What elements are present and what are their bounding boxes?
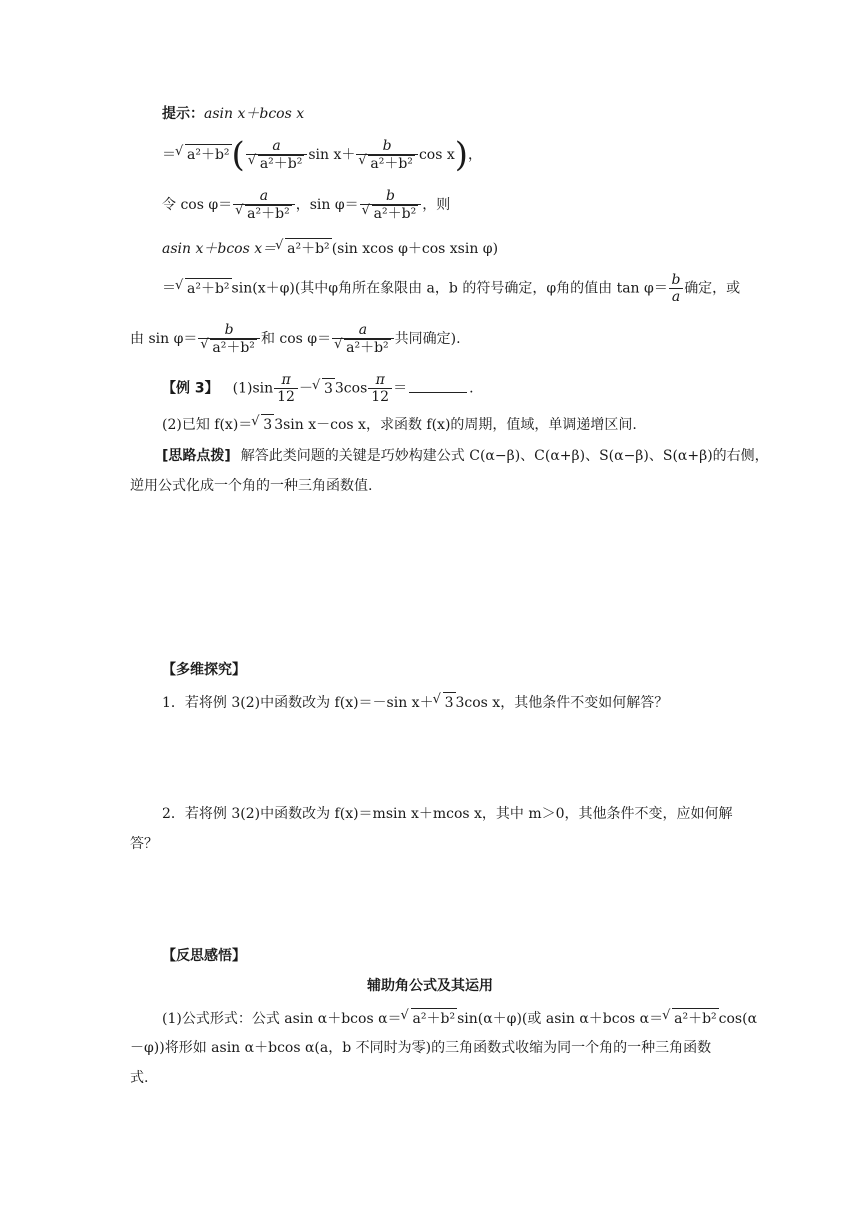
- reflect-p1: (1)公式形式：公式 asin α＋bcos α＝√ a²＋b² sin(α＋φ)(或 asin α＋bcos α＝√ a²＋b² cos(α: [162, 1008, 757, 1029]
- reflect-p2: －φ))将形如 asin α＋bcos α(a，b 不同时为零)的三角函数式收缩为同一个角的一种三角函数: [130, 1040, 712, 1056]
- guide-line-2: 逆用公式化成一个角的一种三角函数值.: [130, 478, 373, 494]
- explore-q1: 1．若将例 3(2)中函数改为 f(x)＝－sin x＋√ 3 3cos x，其他条件不变如何解答？: [162, 692, 668, 713]
- reflect-title: 辅助角公式及其运用: [367, 978, 493, 994]
- reflect-p3: 式.: [130, 1070, 149, 1086]
- example3-q2: (2)已知 f(x)＝√ 3 3sin x－cos x，求函数 f(x)的周期，值域，单调递增区间.: [162, 414, 637, 435]
- hint-line-5: ＝√ a²＋b² sin(x＋φ)(其中φ角所在象限由 a，b 的符号确定，φ角的值由 tan φ＝ $\frac{b}{a}$ 确定，或: [162, 272, 740, 305]
- hint-line-2: ＝√ a²＋b²( a √ a²＋b² sin x＋ b √ a²＋b² cos x)，: [162, 138, 482, 172]
- hint-line-3: 令 cos φ＝ a √ a²＋b² ，sin φ＝ b √ a²＋b² ，则: [162, 188, 450, 222]
- fraction-a: a √ a²＋b²: [246, 138, 308, 172]
- hint-label: 提示：: [162, 106, 204, 122]
- answer-blank: [409, 380, 467, 393]
- reflect-label: 【反思感悟】: [162, 948, 246, 964]
- example3-label: 【例 3】: [162, 380, 219, 397]
- explore-q2-line-1: 2．若将例 3(2)中函数改为 f(x)＝msin x＋mcos x，其中 m＞0，其他条件不变，应如何解: [162, 806, 733, 822]
- guide-label: [思路点拨]: [162, 448, 231, 464]
- hint-line-6: 由 sin φ＝ b √ a²＋b² 和 cos φ＝ a √ a²＋b² 共同确定).: [130, 322, 461, 356]
- hint-line-1: 提示：asin x＋bcos x: [162, 106, 305, 122]
- hint-line-4: asin x＋bcos x＝√ a²＋b² (sin xcos φ＋cos xsin φ): [162, 238, 498, 259]
- explore-label: 【多维探究】: [162, 662, 246, 678]
- guide-line-1: [思路点拨] 解答此类问题的关键是巧妙构建公式 C(α−β)、C(α+β)、S(α−β)、S(α+β)的右侧，: [162, 448, 769, 464]
- fraction-b: b √ a²＋b²: [356, 138, 418, 172]
- example3-q1: 【例 3】 (1)sin $\frac{\pi}{12}$ －√ 3 3cos $\frac{\pi}{12}$ ＝ .: [162, 372, 474, 405]
- explore-q2-line-2: 答？: [130, 836, 158, 852]
- sqrt-a2b2: √ a²＋b²: [177, 144, 232, 165]
